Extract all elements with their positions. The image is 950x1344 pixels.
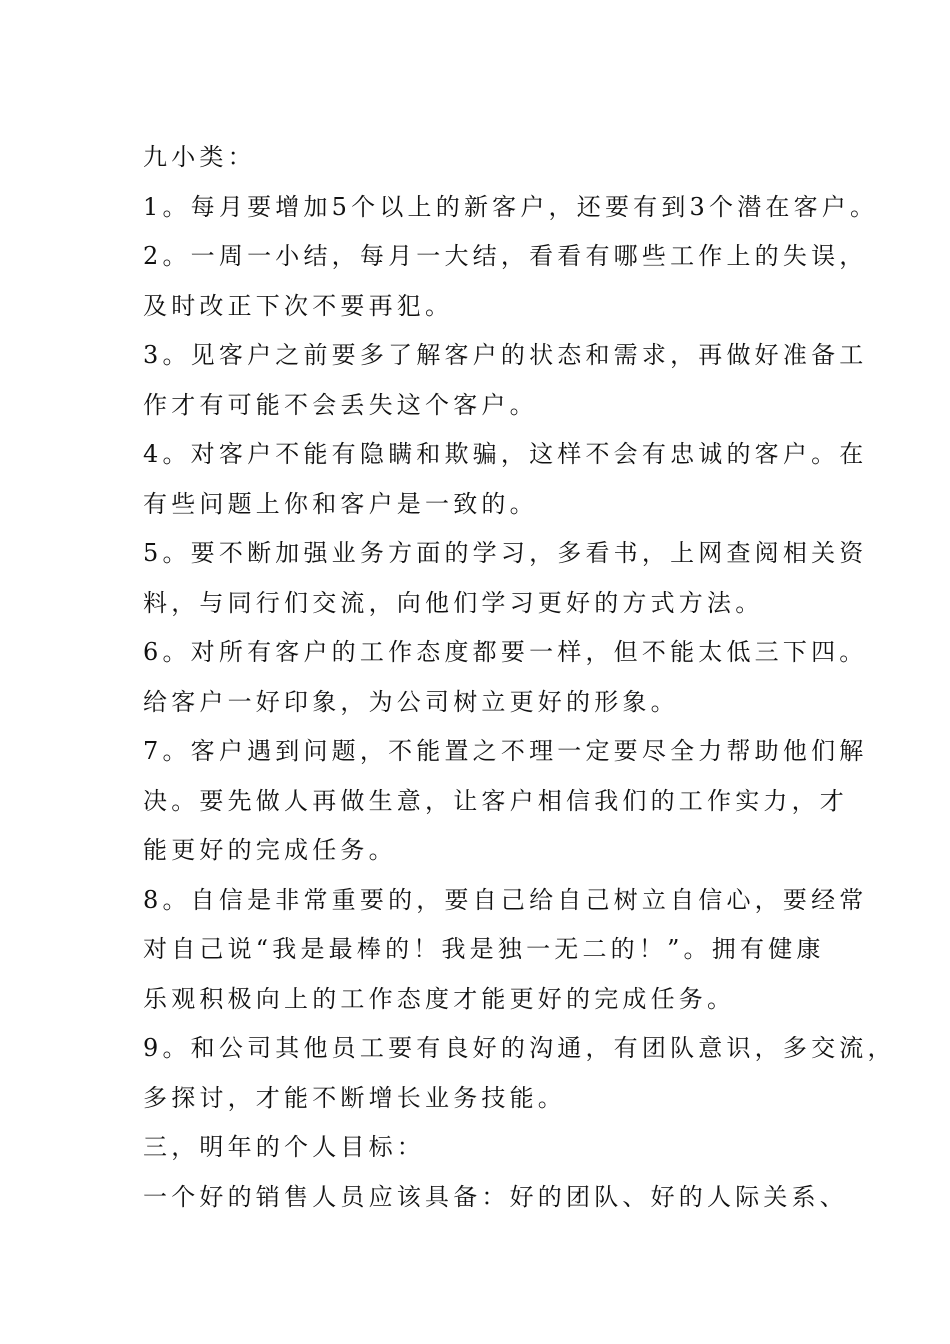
text-line: 5。要不断加强业务方面的学习，多看书，上网查阅相关资	[143, 539, 868, 567]
text-line: 决。要先做人再做生意，让客户相信我们的工作实力，才	[143, 786, 848, 815]
text-line: 多探讨，才能不断增长业务技能。	[143, 1083, 566, 1112]
text-line: 乐观积极向上的工作态度才能更好的完成任务。	[143, 984, 736, 1013]
text-line: 有些问题上你和客户是一致的。	[143, 489, 538, 518]
text-line: 三，明年的个人目标：	[143, 1133, 425, 1161]
text-line: 7。客户遇到问题，不能置之不理一定要尽全力帮助他们解	[143, 737, 868, 765]
text-line: 6。对所有客户的工作态度都要一样，但不能太低三下四。	[143, 638, 868, 666]
text-line: 2。一周一小结，每月一大结，看看有哪些工作上的失误，	[143, 242, 868, 270]
text-line: 给客户一好印象，为公司树立更好的形象。	[143, 687, 679, 716]
text-line: 一个好的销售人员应该具备：好的团队、好的人际关系、	[143, 1182, 848, 1211]
text-line: 4。对客户不能有隐瞒和欺骗，这样不会有忠诚的客户。在	[143, 440, 868, 468]
text-line: 对自己说“我是最棒的！我是独一无二的！”。拥有健康	[143, 935, 825, 963]
text-line: 9。和公司其他员工要有良好的沟通，有团队意识，多交流，	[143, 1034, 896, 1062]
text-line: 8。自信是非常重要的，要自己给自己树立自信心，要经常	[143, 885, 868, 914]
text-line: 九小类：	[143, 143, 256, 171]
text-line: 作才有可能不会丢失这个客户。	[143, 390, 538, 419]
document-body	[143, 133, 896, 1222]
text-line: 3。见客户之前要多了解客户的状态和需求，再做好准备工	[143, 341, 868, 369]
text-line: 及时改正下次不要再犯。	[143, 291, 454, 320]
text-line: 1。每月要增加5个以上的新客户，还要有到3个潜在客户。	[143, 192, 879, 221]
text-line: 料，与同行们交流，向他们学习更好的方式方法。	[143, 588, 764, 617]
text-line: 能更好的完成任务。	[143, 836, 397, 864]
